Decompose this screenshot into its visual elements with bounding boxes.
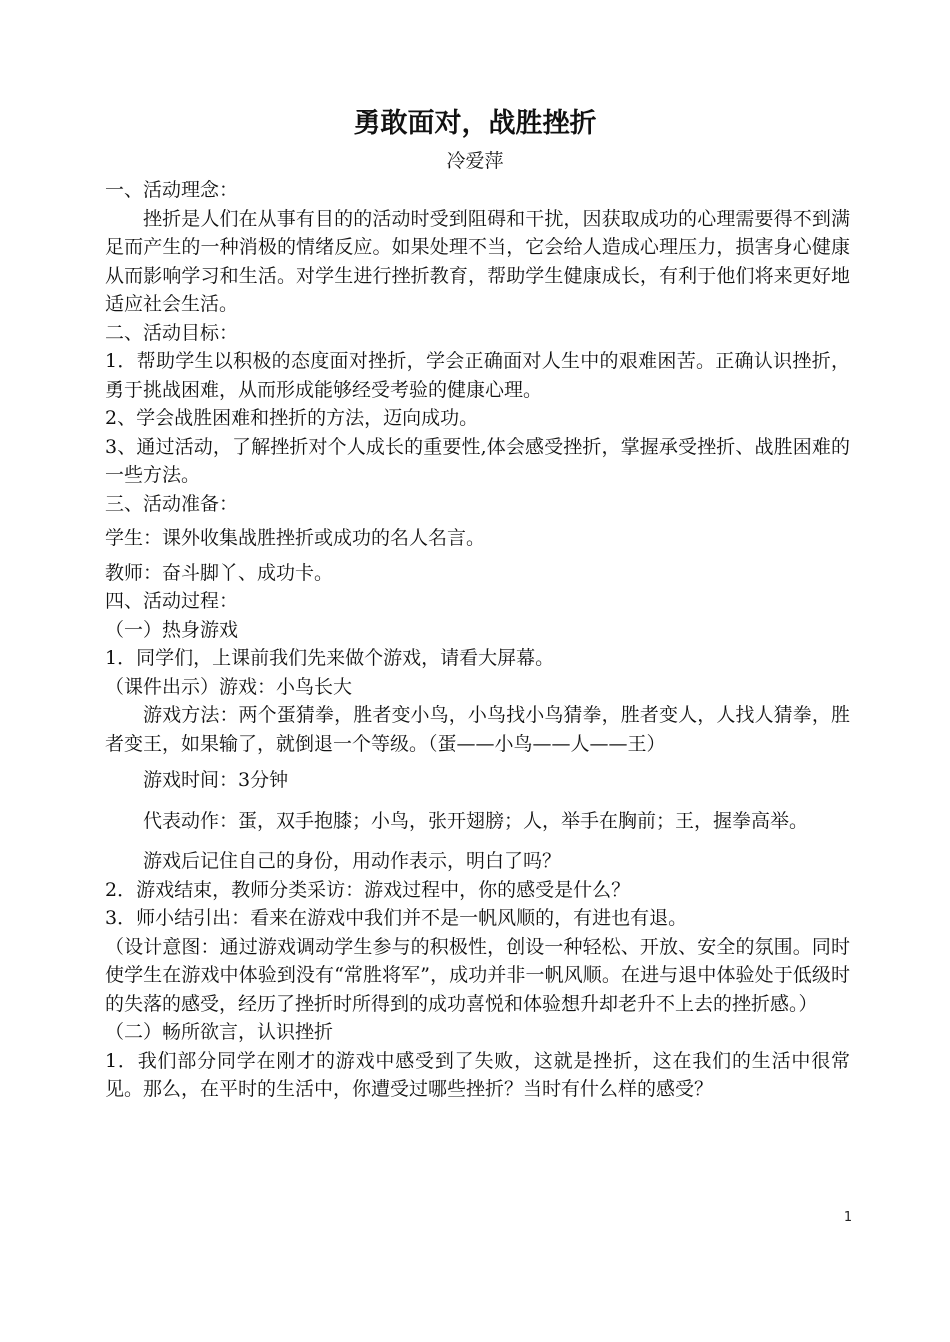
game-method: 游戏方法：两个蛋猜拳，胜者变小鸟，小鸟找小鸟猜拳，胜者变人，人找人猜拳，胜者变王，如果输了，就倒退一个等级。（蛋——小鸟——人——王） bbox=[105, 704, 850, 755]
section-heading-concept: 一、活动理念： bbox=[105, 179, 239, 201]
section-heading-preparation: 三、活动准备： bbox=[105, 492, 239, 515]
goal-item-3: 3、通过活动，了解挫折对个人成长的重要性,体会感受挫折，掌握承受挫折、战胜困难的一些方法。 bbox=[105, 435, 850, 486]
process-step-2: 2．游戏结束，教师分类采访：游戏过程中，你的感受是什么？ bbox=[105, 878, 631, 901]
subsection-recognize-frustration: （二）畅所欲言，认识挫折 bbox=[105, 1021, 334, 1043]
game-actions: 代表动作：蛋，双手抱膝；小鸟，张开翅膀；人，举手在胸前；王，握拳高举。 bbox=[143, 809, 809, 832]
game-remember: 游戏后记住自己的身份，用动作表示，明白了吗？ bbox=[143, 850, 562, 872]
page-number: 1 bbox=[843, 1210, 853, 1225]
process-step-1: 1．同学们，上课前我们先来做个游戏，请看大屏幕。 bbox=[105, 647, 555, 669]
goal-item-1: 1．帮助学生以积极的态度面对挫折，学会正确面对人生中的艰难困苦。正确认识挫折，勇于挑战困难，从而形成能够经受考验的健康心理。 bbox=[105, 350, 850, 401]
preparation-students: 学生：课外收集战胜挫折或成功的名人名言。 bbox=[105, 527, 486, 549]
section-heading-process: 四、活动过程： bbox=[105, 590, 239, 612]
game-time: 游戏时间：3分钟 bbox=[143, 769, 289, 791]
document-author: 冷爱萍 bbox=[446, 150, 504, 172]
courseware-game: （课件出示）游戏：小鸟长大 bbox=[105, 675, 353, 698]
concept-paragraph: 挫折是人们在从事有目的的活动时受到阻碍和干扰，因获取成功的心理需要得不到满足而产生的一种消极的情绪反应。如果处理不当，它会给人造成心理压力，损害身心健康从而影响学习和生活。对学生进行挫折教育，帮助学生健康成长，有利于他们将来更好地适应社会生活。 bbox=[105, 207, 850, 315]
section-heading-goals: 二、活动目标： bbox=[105, 321, 239, 344]
goal-item-2: 2、学会战胜困难和挫折的方法，迈向成功。 bbox=[105, 407, 479, 429]
design-intent: （设计意图：通过游戏调动学生参与的积极性，创设一种轻松、开放、安全的氛围。同时使学生在游戏中体验到没有“常胜将军”，成功并非一帆风顺。在进与退中体验处于低级时的失落的感受，经历了挫折时所得到的成功喜悦和体验想升却老升不上去的挫折感。） bbox=[105, 935, 850, 1015]
process-step-3: 3．师小结引出：看来在游戏中我们并不是一帆风顺的，有进也有退。 bbox=[105, 907, 688, 929]
subsection-warmup: （一）热身游戏 bbox=[105, 618, 239, 641]
document-body bbox=[105, 176, 850, 1104]
preparation-teacher: 教师：奋斗脚丫、成功卡。 bbox=[105, 561, 334, 584]
recognize-step-1: 1．我们部分同学在刚才的游戏中感受到了失败，这就是挫折，这在我们的生活中很常见。那么，在平时的生活中，你遭受过哪些挫折？当时有什么样的感受？ bbox=[105, 1049, 850, 1100]
document-title: 勇敢面对，战胜挫折 bbox=[353, 108, 597, 139]
